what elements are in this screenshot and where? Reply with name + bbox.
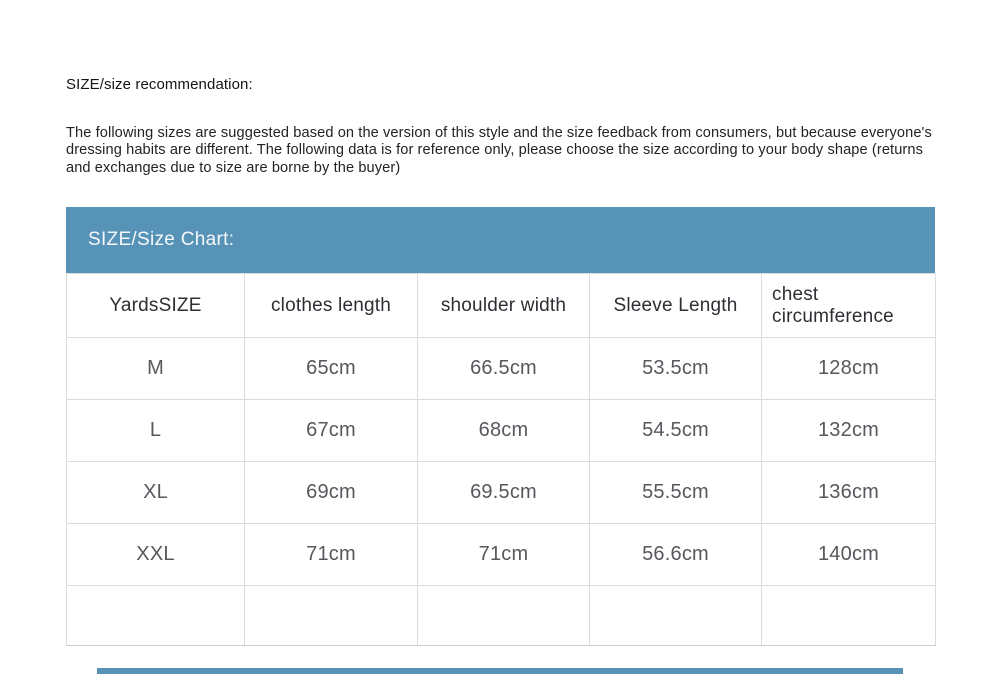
shoulder-width-value: 71cm — [418, 524, 590, 586]
column-header-clothes-length: clothes length — [245, 274, 418, 338]
size-chart-banner-title: SIZE/Size Chart: — [88, 229, 235, 250]
column-header-shoulder-width: shoulder width — [418, 274, 590, 338]
sleeve-length-value: 56.6cm — [590, 524, 762, 586]
empty-cell — [418, 586, 590, 646]
next-section-banner-edge — [97, 668, 903, 674]
clothes-length-value: 71cm — [245, 524, 418, 586]
chest-circumference-value: 128cm — [762, 338, 936, 400]
table-row-m — [67, 338, 936, 400]
size-label: M — [67, 338, 245, 400]
table-row-l — [67, 400, 936, 462]
size-chart-table — [66, 273, 936, 646]
column-header-chest-circumference: chest circumference — [762, 274, 936, 338]
shoulder-width-value: 69.5cm — [418, 462, 590, 524]
clothes-length-value: 65cm — [245, 338, 418, 400]
size-recommendation-title: SIZE/size recommendation: — [66, 76, 253, 93]
empty-cell — [245, 586, 418, 646]
sleeve-length-value: 53.5cm — [590, 338, 762, 400]
size-label: XXL — [67, 524, 245, 586]
table-header-row — [67, 274, 936, 338]
table-row-xxl — [67, 524, 936, 586]
chest-circumference-value: 136cm — [762, 462, 936, 524]
size-recommendation-description: The following sizes are suggested based on the version of this style and the size feedback from consumers, but because everyone's dressing habits are different. The following data is for reference only, please choose the size according to your body shape (returns and exchanges due to size are borne by the buyer) — [66, 125, 932, 176]
chest-circumference-value: 140cm — [762, 524, 936, 586]
chest-circumference-value: 132cm — [762, 400, 936, 462]
empty-cell — [590, 586, 762, 646]
clothes-length-value: 69cm — [245, 462, 418, 524]
empty-cell — [762, 586, 936, 646]
column-header-sleeve-length: Sleeve Length — [590, 274, 762, 338]
shoulder-width-value: 66.5cm — [418, 338, 590, 400]
table-row-xl — [67, 462, 936, 524]
size-chart-banner — [66, 207, 935, 273]
size-chart-section — [66, 207, 935, 646]
table-row-empty — [67, 586, 936, 646]
sleeve-length-value: 55.5cm — [590, 462, 762, 524]
column-header-size: YardsSIZE — [67, 274, 245, 338]
shoulder-width-value: 68cm — [418, 400, 590, 462]
sleeve-length-value: 54.5cm — [590, 400, 762, 462]
size-label: XL — [67, 462, 245, 524]
clothes-length-value: 67cm — [245, 400, 418, 462]
empty-cell — [67, 586, 245, 646]
size-label: L — [67, 400, 245, 462]
